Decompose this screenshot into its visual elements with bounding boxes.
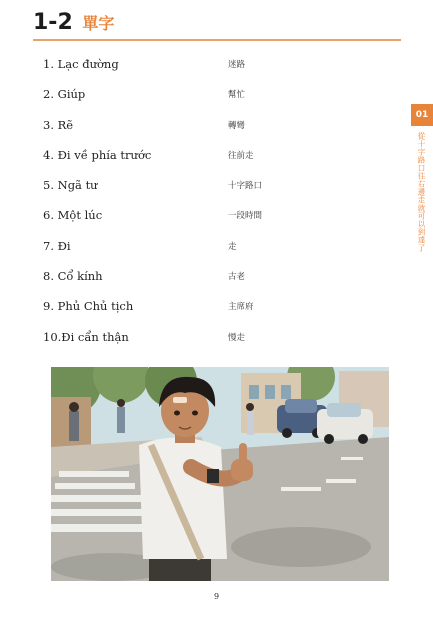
- vocab-item: [43, 208, 363, 238]
- vocab-chinese: 十字路口: [228, 181, 263, 192]
- vocab-chinese: 轉彎: [228, 120, 246, 131]
- vocab-list: [43, 57, 363, 360]
- vocab-item: [43, 118, 363, 148]
- vocab-chinese: 幫忙: [228, 90, 246, 101]
- vocab-chinese: 慢走: [228, 332, 246, 343]
- page-number: 9: [213, 592, 220, 601]
- section-header: [33, 10, 114, 35]
- vocab-vietnamese: 7. Đi: [43, 238, 71, 253]
- vocab-item: [43, 239, 363, 269]
- vocab-item: [43, 269, 363, 299]
- vocab-vietnamese: 1. Lạc đường: [43, 57, 119, 71]
- vocab-chinese: 往前走: [228, 150, 254, 161]
- vocab-chinese: 一段時間: [228, 211, 263, 222]
- vocab-vietnamese: 2. Giúp: [43, 87, 86, 102]
- vocab-item: [43, 57, 363, 87]
- section-title: 單字: [82, 14, 115, 33]
- chapter-tab: 01: [411, 104, 433, 126]
- vocab-chinese: 古老: [228, 272, 246, 283]
- chapter-side-title: 從十字路口往右邊走就可以到達了: [417, 132, 426, 252]
- vocab-item: [43, 178, 363, 208]
- vocab-vietnamese: 8. Cổ kính: [43, 269, 103, 284]
- vocab-vietnamese: 10.Đi cẩn thận: [43, 329, 129, 344]
- street-illustration: [51, 367, 389, 581]
- vocab-item: [43, 148, 363, 178]
- vocab-chinese: 主席府: [228, 302, 254, 313]
- vocab-vietnamese: 6. Một lúc: [43, 208, 103, 223]
- vocab-chinese: 走: [228, 241, 237, 252]
- vocab-chinese: 迷路: [228, 60, 246, 70]
- section-number: 1-2: [33, 10, 73, 35]
- vocab-vietnamese: 4. Đi về phía trước: [43, 147, 152, 162]
- header-divider: [33, 39, 401, 41]
- vocab-vietnamese: 9. Phủ Chủ tịch: [43, 299, 134, 314]
- vocab-vietnamese: 3. Rẽ: [43, 117, 74, 132]
- vocab-item: [43, 330, 363, 360]
- vocab-item: [43, 299, 363, 329]
- vocab-vietnamese: 5. Ngã tư: [43, 178, 98, 193]
- vocab-item: [43, 87, 363, 117]
